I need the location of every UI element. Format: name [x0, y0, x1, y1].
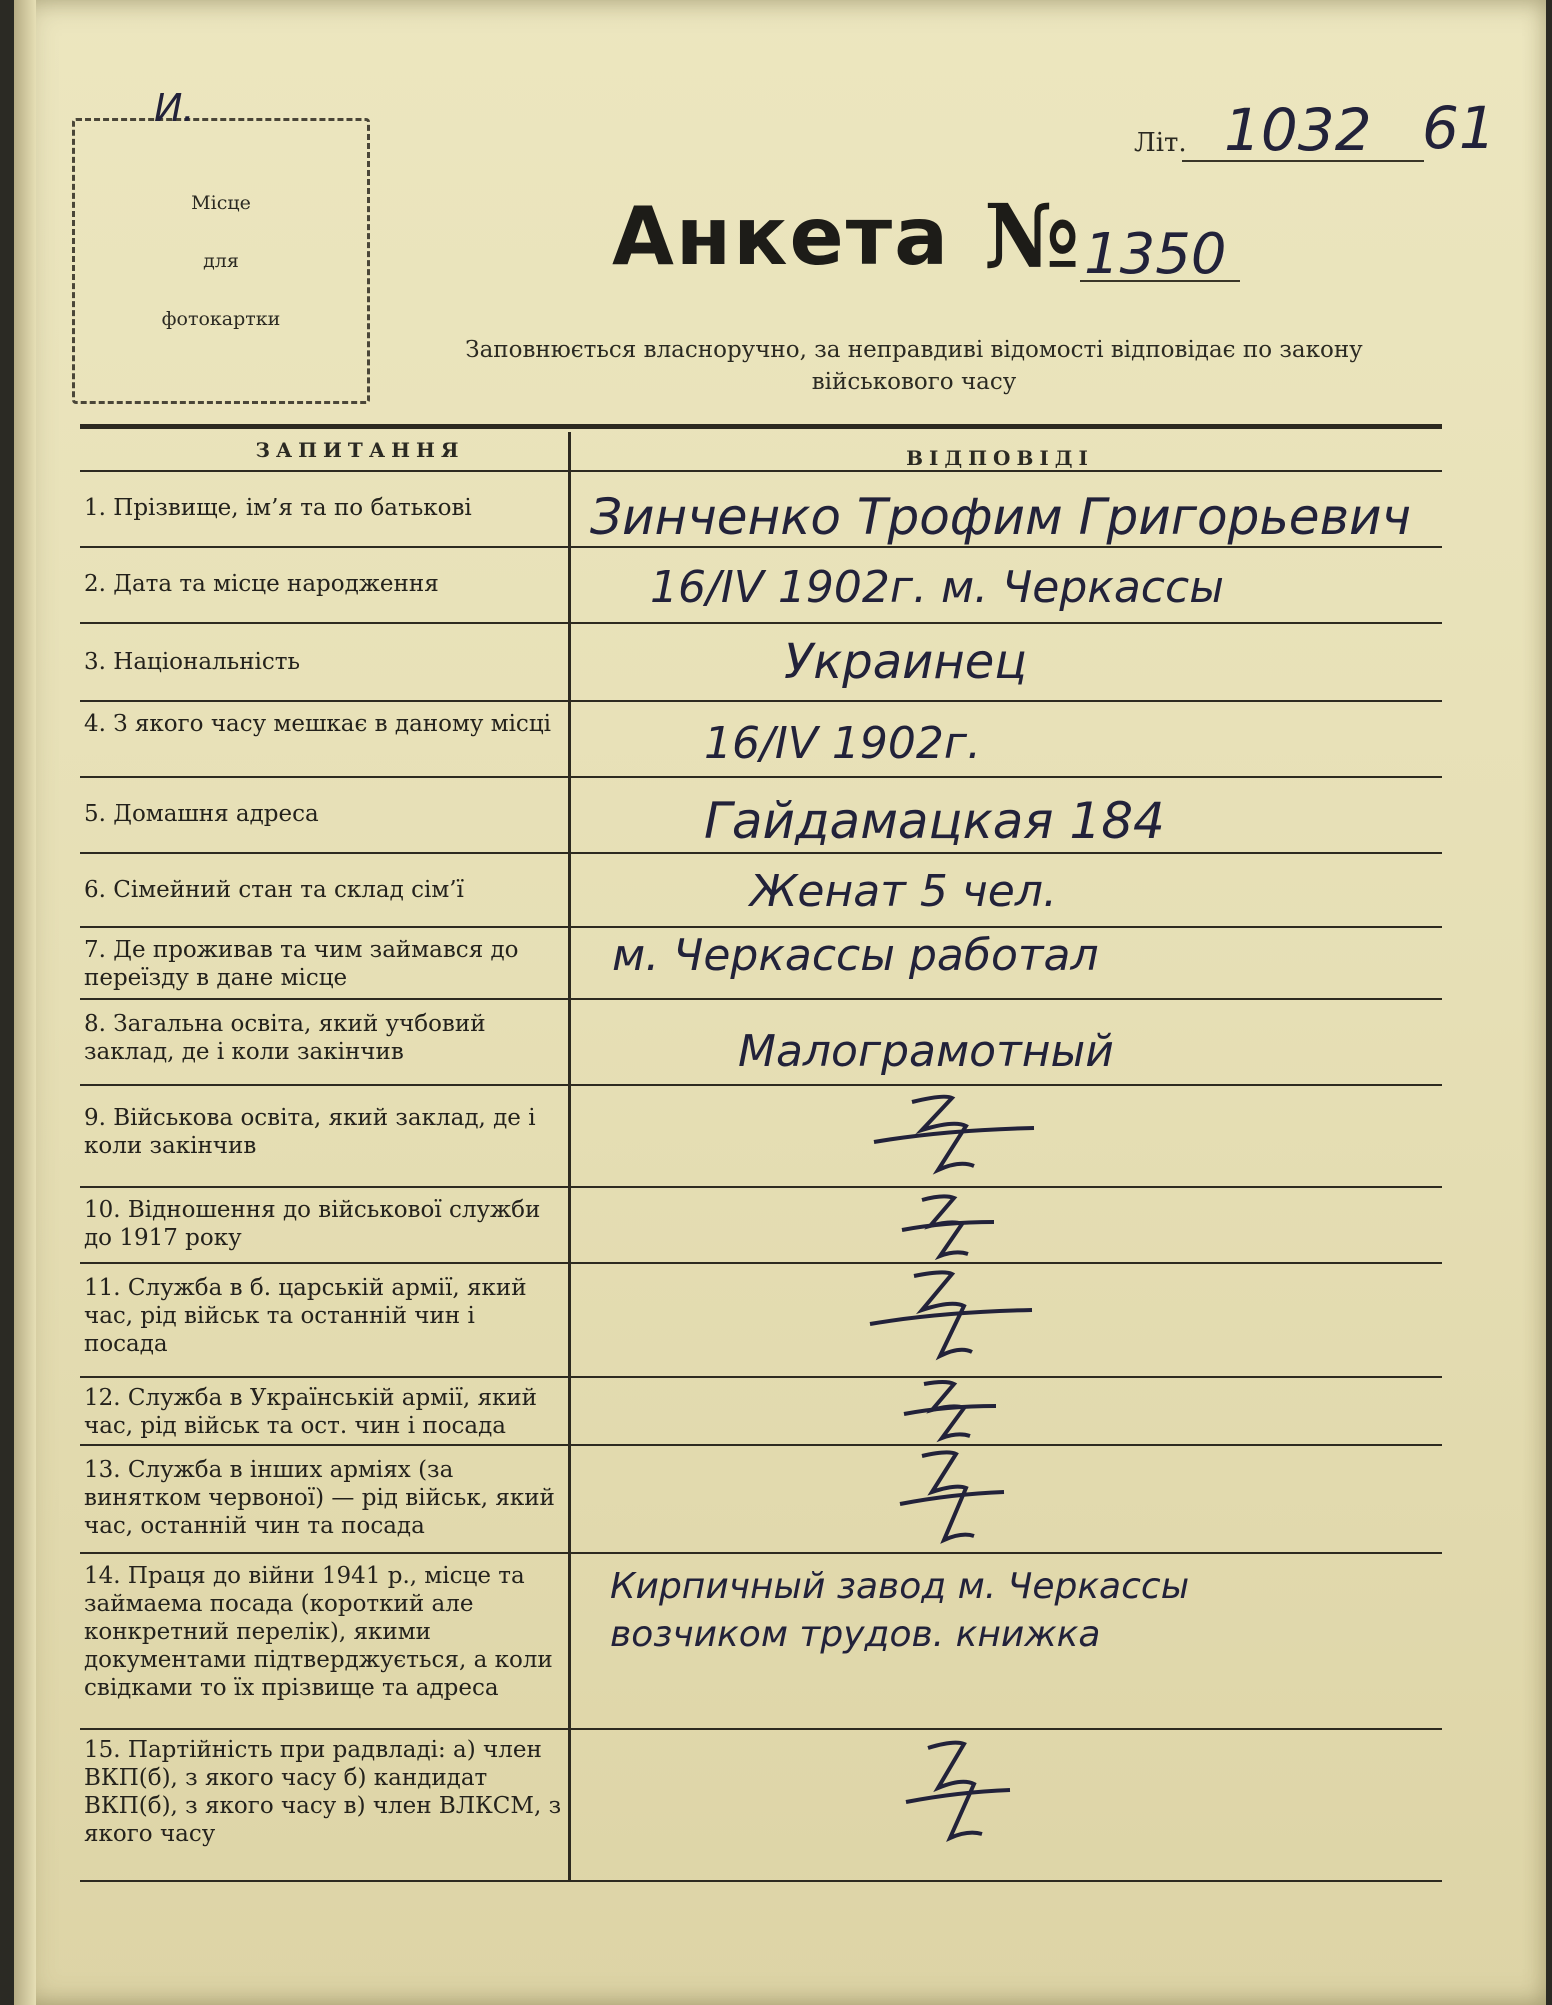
questionnaire-number: 1350	[1084, 222, 1227, 287]
row-separator	[80, 622, 1442, 624]
answer-1: Зинченко Трофим Григорьевич	[590, 488, 1412, 546]
row-separator	[80, 1262, 1442, 1264]
header-answers: ВІДПОВІДІ	[906, 446, 1094, 470]
answer-4: 16/IV 1902г.	[704, 718, 981, 769]
photo-label-3: фотокартки	[161, 308, 281, 330]
photo-placeholder	[72, 118, 370, 404]
photo-label-2: для	[203, 250, 239, 272]
answer-14-line1: Кирпичный завод м. Черкассы	[610, 1566, 1190, 1607]
subtitle: Заповнюється власноручно, за неправдиві відомості відповідає по закону військового часу	[465, 337, 1363, 395]
empty-answer-dash-icon	[860, 1266, 1040, 1366]
row-separator	[80, 852, 1442, 854]
table-header	[80, 434, 1442, 472]
question-2: 2. Дата та місце народження	[84, 571, 439, 597]
page-title: Анкета	[612, 190, 951, 283]
title-number-underline	[1080, 280, 1240, 282]
answer-6: Женат 5 чел.	[750, 866, 1057, 917]
row-separator	[80, 998, 1442, 1000]
question-15: 15. Партійність при радвладі: а) член ВКП(б), з якого часу б) кандидат ВКП(б), з якого часу в) член ВЛКСМ, з якого часу	[84, 1737, 562, 1847]
question-3: 3. Національність	[84, 649, 301, 675]
question-1: 1. Прізвище, ім’я та по батькові	[84, 495, 472, 521]
row-separator	[80, 926, 1442, 928]
question-8: 8. Загальна освіта, який учбовий заклад, де і коли закінчив	[84, 1011, 486, 1065]
empty-answer-dash-icon	[894, 1192, 1004, 1262]
number-sign: №	[984, 184, 1080, 288]
header-rule	[80, 470, 1442, 472]
row-separator	[80, 776, 1442, 778]
question-7: 7. Де проживав та чим займався до переїзду в дане місце	[84, 937, 519, 991]
photo-handwritten-mark: И.	[154, 86, 195, 130]
answer-3: Украинец	[784, 634, 1027, 690]
question-6: 6. Сімейний стан та склад сім’ї	[84, 877, 464, 903]
photo-label-1: Місце	[191, 192, 251, 214]
answer-8: Малограмотный	[738, 1026, 1114, 1077]
row-separator	[80, 1444, 1442, 1446]
answer-2: 16/IV 1902г. м. Черкассы	[650, 562, 1224, 613]
row-separator	[80, 700, 1442, 702]
question-12: 12. Служба в Українській армії, який час, рід військ та ост. чин і посада	[84, 1385, 538, 1439]
column-divider	[568, 432, 571, 1882]
question-14: 14. Праця до війни 1941 р., місце та займаема посада (короткий але конкретний перелік), якими документами підтверджується, а коли свідками то їх прізвище та адреса	[84, 1563, 553, 1701]
row-separator	[80, 1084, 1442, 1086]
empty-answer-dash-icon	[892, 1448, 1012, 1548]
table-top-rule	[80, 424, 1442, 429]
table-bottom-rule	[80, 1880, 1442, 1882]
question-10: 10. Відношення до військової служби до 1917 року	[84, 1197, 541, 1251]
question-13: 13. Служба в інших арміях (за винятком червоної) — рід військ, який час, останній чин та посада	[84, 1457, 555, 1539]
empty-answer-dash-icon	[896, 1378, 1006, 1444]
header-questions: ЗАПИТАННЯ	[255, 438, 465, 462]
question-9: 9. Військова освіта, який заклад, де і коли закінчив	[84, 1105, 536, 1159]
lit-suffix: 61	[1422, 94, 1496, 162]
row-separator	[80, 546, 1442, 548]
answer-5: Гайдамацкая 184	[704, 792, 1165, 850]
row-separator	[80, 1728, 1442, 1730]
answer-7: м. Черкассы работал	[612, 930, 1099, 981]
answer-14-line2: возчиком трудов. книжка	[610, 1614, 1101, 1655]
row-separator	[80, 1552, 1442, 1554]
empty-answer-dash-icon	[898, 1738, 1018, 1848]
empty-answer-dash-icon	[864, 1090, 1044, 1180]
row-separator	[80, 1186, 1442, 1188]
question-4: 4. З якого часу мешкає в даному місці	[84, 711, 551, 737]
lit-number: 1032	[1224, 96, 1372, 164]
questionnaire-page	[14, 0, 1546, 2005]
question-11: 11. Служба в б. царській армії, який час, рід військ та останній чин і посада	[84, 1275, 527, 1357]
lit-label: Літ.	[1134, 128, 1187, 158]
question-5: 5. Домашня адреса	[84, 801, 319, 827]
row-separator	[80, 1376, 1442, 1378]
